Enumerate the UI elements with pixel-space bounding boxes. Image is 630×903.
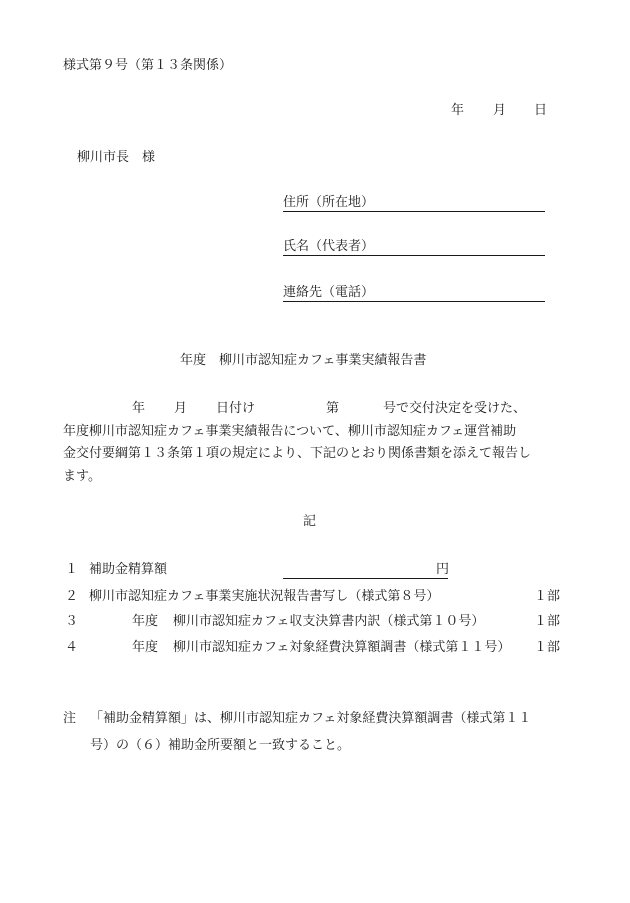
amount-field[interactable] xyxy=(283,562,448,579)
item-year-label: 年度 xyxy=(132,614,159,629)
date-month-label: 月 xyxy=(493,103,507,118)
list-item xyxy=(63,562,563,578)
item-copies: １部 xyxy=(534,589,561,604)
report-title: 年度 柳川市認知症カフェ事業実績報告書 xyxy=(180,353,427,368)
item-text: 柳川市認知症カフェ対象経費決算額調書（様式第１１号） xyxy=(173,640,511,655)
date-day-label: 日 xyxy=(534,103,548,118)
note-line-1: 「補助金精算額」は、柳川市認知症カフェ対象経費決算額調書（様式第１１ xyxy=(90,711,532,726)
list-item xyxy=(63,640,563,656)
body-line-2: 年度柳川市認知症カフェ事業実績報告について、柳川市認知症カフェ運営補助 xyxy=(63,424,517,439)
body-line-4: ます。 xyxy=(63,469,101,484)
body-line-3: 金交付要綱第１３条第１項の規定により、下記のとおり関係書類を添えて報告し xyxy=(63,446,532,461)
note-line-2: 号）の（６）補助金所要額と一致すること。 xyxy=(90,738,351,753)
address-field[interactable] xyxy=(283,195,545,212)
form-number: 様式第９号（第１３条関係） xyxy=(63,58,233,73)
body-month: 月 xyxy=(174,401,188,416)
body-dai: 第 xyxy=(326,401,340,416)
contact-label: 連絡先（電話） xyxy=(283,285,375,300)
address-label: 住所（所在地） xyxy=(283,195,375,210)
item-copies: １部 xyxy=(534,614,561,629)
body-go: 号で交付決定を受けた、 xyxy=(383,401,527,416)
item-text: 柳川市認知症カフェ収支決算書内訳（様式第１０号） xyxy=(173,614,485,629)
list-item xyxy=(63,614,563,630)
addressee: 柳川市長 様 xyxy=(77,150,156,165)
ki-heading: 記 xyxy=(303,514,317,529)
body-date: 日付け xyxy=(216,401,256,416)
name-field[interactable] xyxy=(283,239,545,256)
item-copies: １部 xyxy=(534,640,561,655)
item-number: ２ xyxy=(65,589,79,604)
item-text: 補助金精算額 xyxy=(89,562,168,577)
item-number: ４ xyxy=(65,640,79,655)
body-year: 年 xyxy=(132,401,146,416)
item-year-label: 年度 xyxy=(132,640,159,655)
list-item xyxy=(63,589,563,605)
item-text: 柳川市認知症カフェ事業実施状況報告書写し（様式第８号） xyxy=(89,589,440,604)
contact-field[interactable] xyxy=(283,285,545,302)
item-number: １ xyxy=(65,562,79,577)
yen-unit: 円 xyxy=(436,562,450,577)
date-year-label: 年 xyxy=(451,103,465,118)
name-label: 氏名（代表者） xyxy=(283,239,375,254)
item-number: ３ xyxy=(65,614,79,629)
note-label: 注 xyxy=(63,711,77,726)
